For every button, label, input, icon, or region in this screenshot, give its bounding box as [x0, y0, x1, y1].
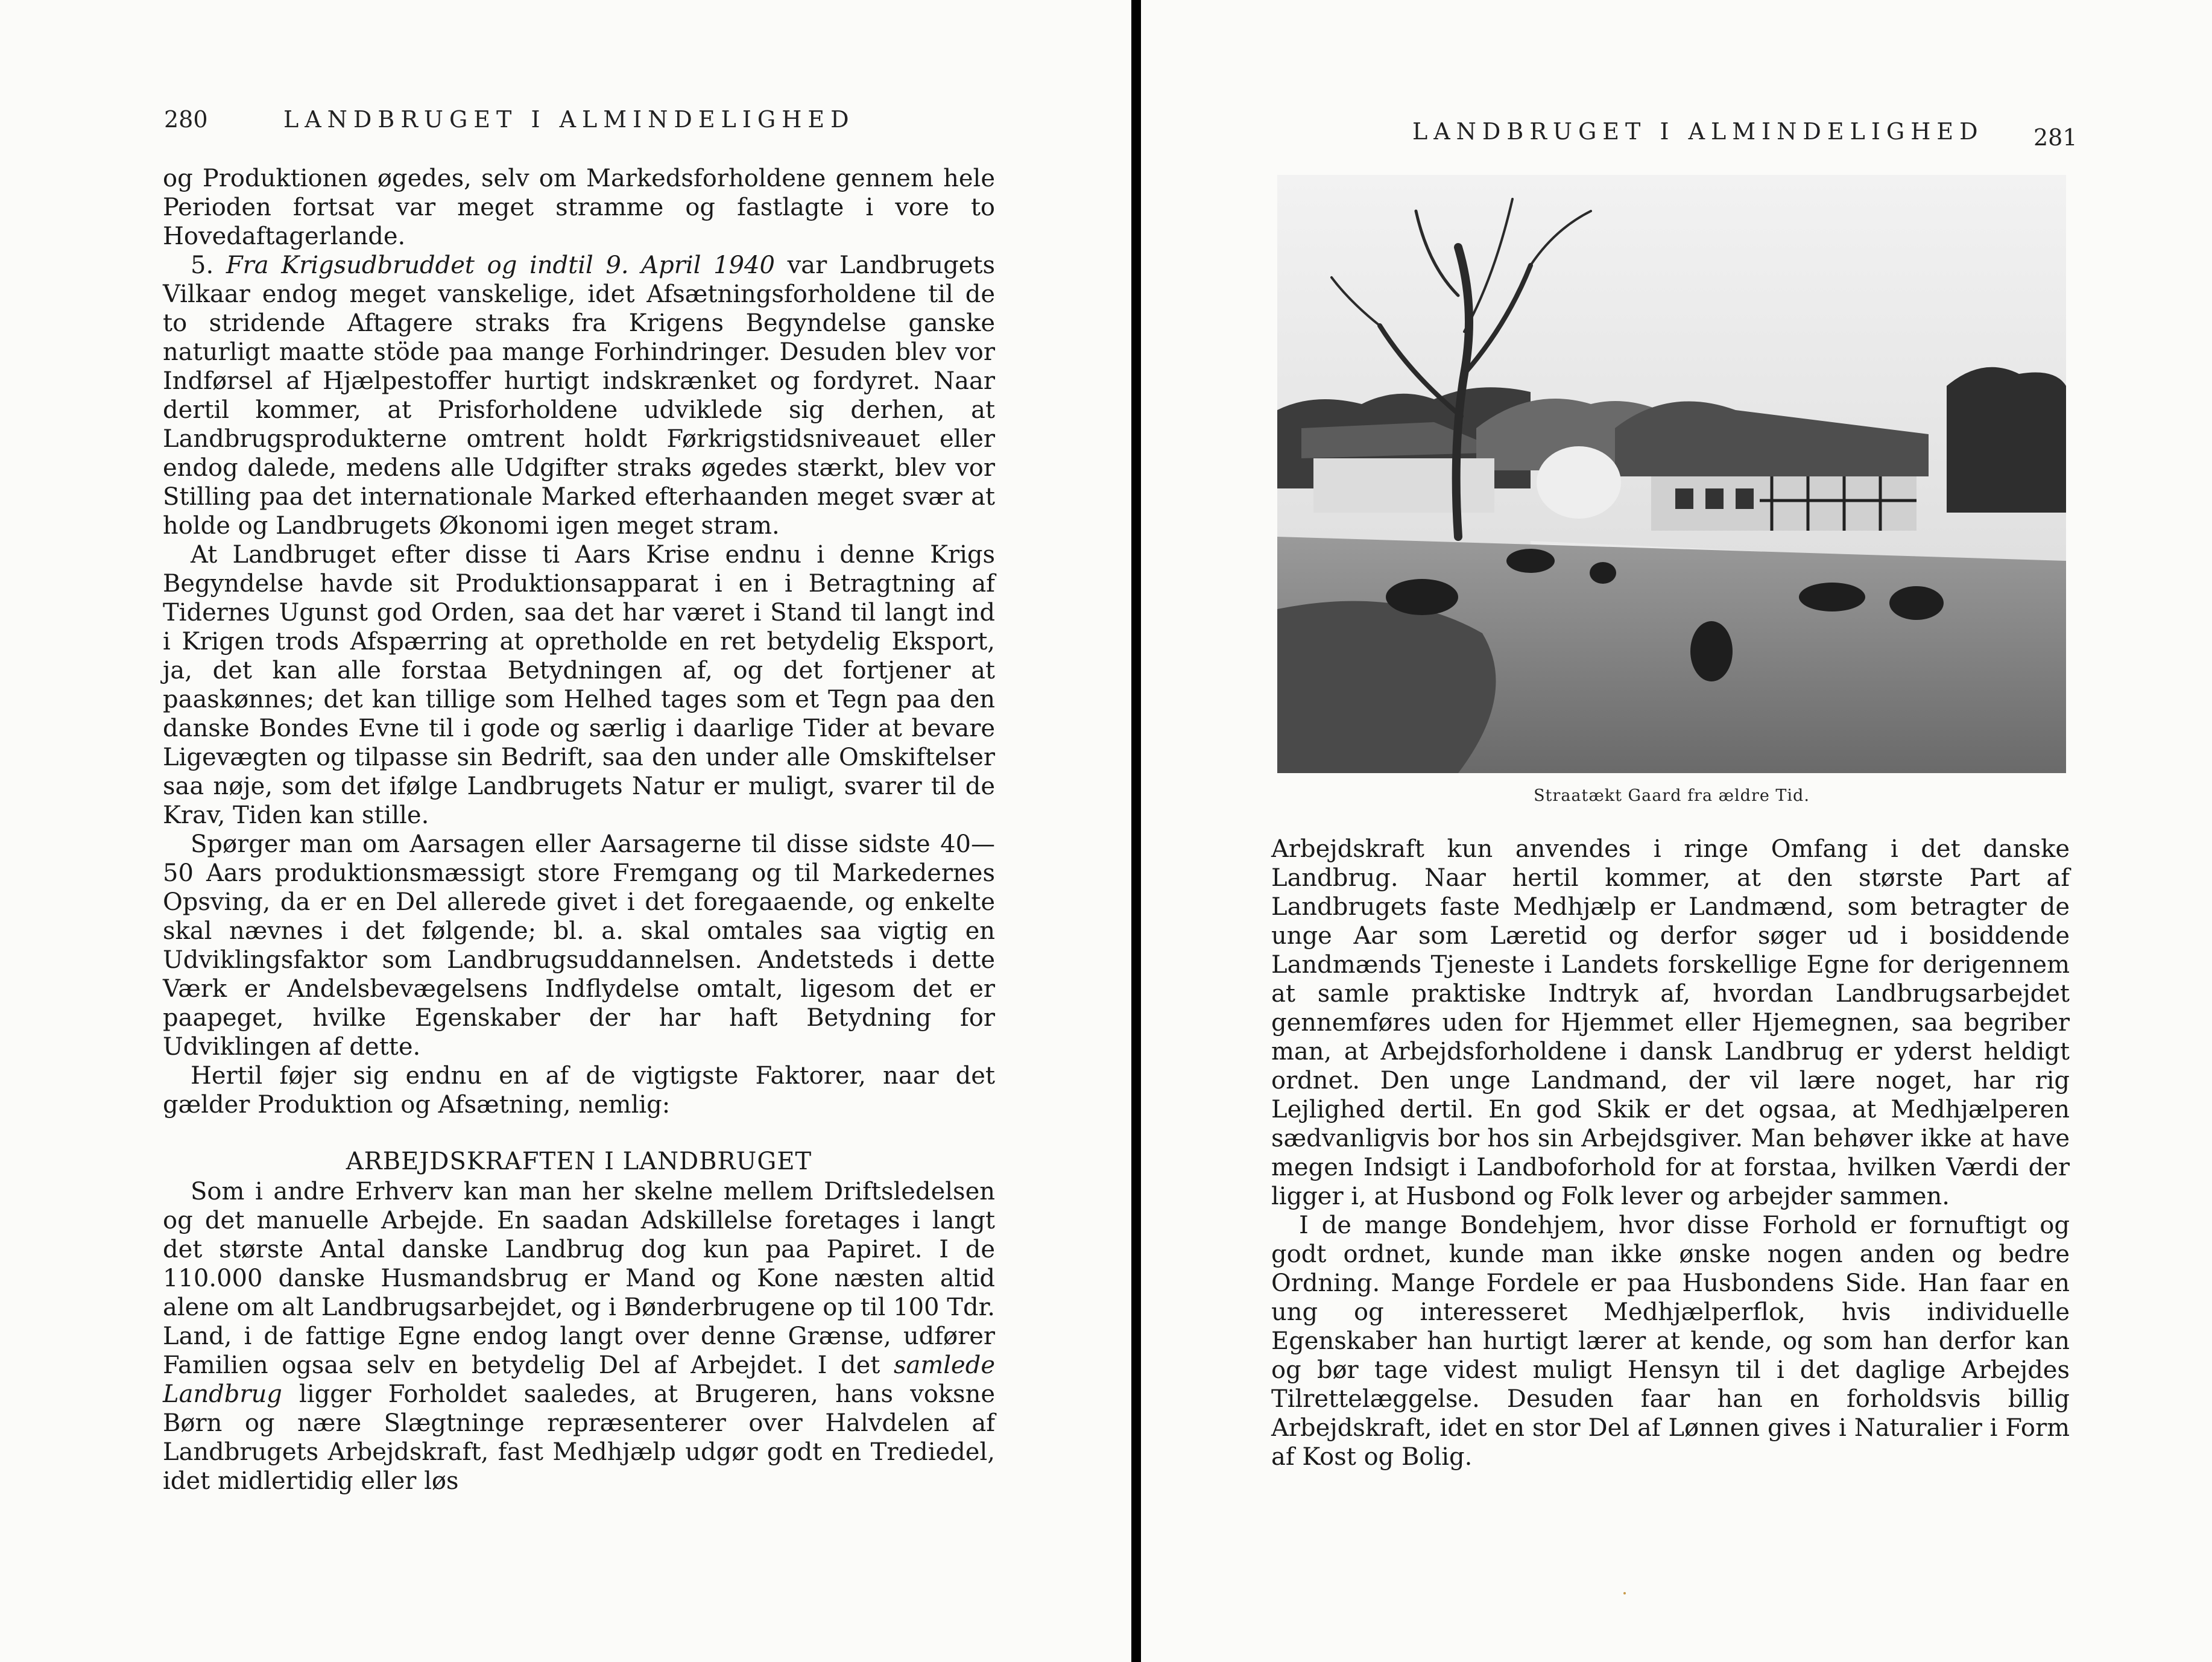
paragraph-text: var Landbrugets Vilkaar endog meget vanskelige, idet Afsætningsforholdene til de to stridende Aftagere straks fra Krigens Begyndelse ganske naturligt maatte stöde paa mange Forhindringer. Desuden blev vor Indførsel af Hjælpestoffer hurtigt indskrænket og fordyret. Naar dertil kommer, at Prisforholdene udviklede sig derhen, at Landbrugsprodukterne omtrent holdt Førkrigstidsniveauet eller endog dalede, medens alle Udgifter straks øgedes stærkt, blev vor Stilling paa det internationale Marked efterhaanden meget svær at holde og Landbrugets Økonomi igen meget stram. [163, 251, 995, 540]
paragraph: At Landbruget efter disse ti Aars Krise endnu i denne Krigs Begyndelse havde sit Produktionsapparat i en i Betragtning af Tidernes Ugunst god Orden, saa det har været i Stand til langt ind i Krigen trods Afspærring at opretholde en ret betydelig Eksport, ja, det kan alle forstaa Betydningen af, og det fortjener at paaskønnes; det kan tillige som Helhed tages som et Tegn paa den danske Bondes Evne til i gode og særlig i daarlige Tider at bevare Ligevægten og tilpasse sin Bedrift, saa den under alle Omskiftelser saa nøje, som det ifølge Landbrugets Natur er muligt, svarer til de Krav, Tiden kan stille. [163, 541, 995, 829]
paragraph [163, 1177, 995, 1496]
paragraph-text: ligger Forholdet saaledes, at Brugeren, hans voksne Børn og nære Slægtninge repræsenterer over Halvdelen af Landbrugets Arbejdskraft, fast Medhjælp udgør godt en Trediedel, idet midlertidig eller løs [163, 1380, 995, 1495]
running-head-right: LANDBRUGET I ALMINDELIGHED [1412, 118, 1984, 145]
paragraph-text: Som i andre Erhverv kan man her skelne mellem Driftsledelsen og det manuelle Arbejde. En saadan Adskillelse foretages i langt det største Antal danske Landbrug dog kun paa Papiret. I de 110.000 danske Husmandsbrug er Mand og Kone næsten altid alene om alt Landbrugsarbejdet, og i Bønderbrugene op til 100 Tdr. Land, i de fattige Egne endog langt over denne Grænse, udfører Familien ogsaa selv en betydelig Del af Arbejdet. I det [163, 1178, 995, 1379]
paragraph: og Produktionen øgedes, selv om Markedsforholdene gennem hele Perioden fortsat var meget stramme og fastlagte i vore to Hovedaftagerlande. [163, 165, 995, 250]
paper-speck [1623, 1592, 1626, 1594]
italic-phrase: samlede Landbrug [163, 1351, 995, 1408]
paragraph: Hertil føjer sig endnu en af de vigtigste Faktorer, naar det gælder Produktion og Afsætning, nemlig: [163, 1062, 995, 1119]
paragraph: Arbejdskraft kun anvendes i ringe Omfang i det danske Landbrug. Naar hertil kommer, at den største Part af Landbrugets faste Medhjælp er Landmænd, som betragter de unge Aar som Læretid og derfor søger ud i bosiddende Landmænds Tjeneste i Landets forskellige Egne for derigennem at samle praktiske Indtryk af, hvordan Landbrugsarbejdet gennemføres uden for Hjemmet eller Hjemegnen, saa begriber man, at Arbejdsforholdene i dansk Landbrug er yderst heldigt ordnet. Den unge Landmand, der vil lære noget, har rig Lejlighed dertil. En god Skik er det ogsaa, at Medhjælperen sædvanligvis bor hos sin Arbejdsgiver. Man behøver ikke at have megen Indsigt i Landboforhold for at forstaa, hvilken Værdi der ligger i, at Husbond og Folk lever og arbejder sammen. [1271, 835, 2070, 1210]
section-number: 5. [191, 251, 214, 279]
paragraph: I de mange Bondehjem, hvor disse Forhold er fornuftigt og godt ordnet, kunde man ikke ønske nogen anden og bedre Ordning. Mange Fordele er paa Husbondens Side. Han faar en ung og interesseret Medhjælperflok, hvis individuelle Egenskaber han hurtigt lærer at kende, og som han derfor kan og bør tage videst muligt Hensyn til i det daglige Arbejdes Tilrettelæggelse. Desuden faar han en forholdsvis billig Arbejdskraft, idet en stor Del af Lønnen gives i Naturalier i Form af Kost og Bolig. [1271, 1212, 2070, 1471]
photo-caption: Straatækt Gaard fra ældre Tid. [1534, 786, 1810, 805]
farm-photograph [1277, 175, 2066, 773]
paragraph: Spørger man om Aarsagen eller Aarsagerne til disse sidste 40—50 Aars produktionsmæssigt store Fremgang og til Markedernes Opsving, da er en Del allerede givet i det foregaaende, og enkelte skal nævnes i det følgende; bl. a. skal omtales saa vigtig en Udviklingsfaktor som Landbrugsuddannelsen. Andetsteds i dette Værk er Andelsbevægelsens Indflydelse omtalt, ligesom det er paapeget, hvilke Egenskaber der har haft Betydning for Udviklingen af dette. [163, 830, 995, 1061]
italic-phrase: Fra Krigsudbruddet og indtil 9. April 1940 [226, 251, 775, 279]
farm-photograph-illustration [1277, 175, 2066, 773]
right-body-text [1271, 835, 2070, 1471]
right-page [1141, 0, 2212, 1662]
paragraph-section-5 [163, 251, 995, 540]
page-number-right: 281 [2033, 124, 2078, 151]
page-number-left: 280 [164, 106, 208, 133]
running-head-left: LANDBRUGET I ALMINDELIGHED [283, 106, 855, 133]
left-body-text [163, 164, 995, 1496]
section-heading: ARBEJDSKRAFTEN I LANDBRUGET [346, 1148, 812, 1175]
